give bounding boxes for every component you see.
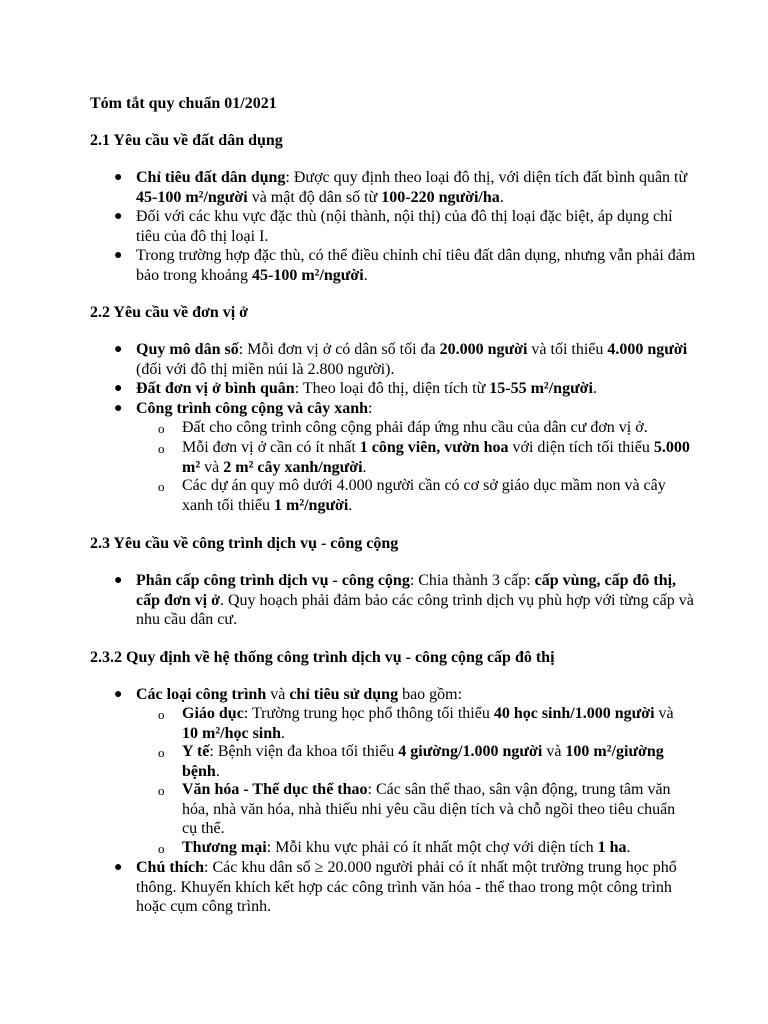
bullet-icon: ● [114,687,123,702]
list-item: ● Trong trường hợp đặc thù, có thể điều chỉnh chỉ tiêu đất dân dụng, nhưng vẫn phải đảm bảo trong khoảng 45-100 m²/người. [114,247,696,284]
circle-bullet-icon: o [158,841,165,856]
circle-bullet-icon: o [158,783,165,798]
bullet-icon: ● [114,209,123,224]
sub-list-item: o Thương mại: Mỗi khu vực phải có ít nhất một chợ với diện tích 1 ha. [182,838,692,858]
bullet-icon: ● [114,170,123,185]
circle-bullet-icon: o [158,479,165,494]
bullet-icon: ● [114,248,123,263]
circle-bullet-icon: o [158,441,165,456]
list-item: ● Công trình công cộng và cây xanh: [114,400,373,417]
sub-list-item: o Văn hóa - Thể dục thể thao: Các sân thể thao, sân vận động, trung tâm văn hóa, nhà văn hóa, nhà thiếu nhi yêu cầu diện tích và chỗ ngồi theo tiêu chuẩn cụ thể. [158,781,676,837]
sub-list-item: o Các dự án quy mô dưới 4.000 người cần có cơ sở giáo dục mầm non và cây xanh tối thiểu 1 m²/người. [158,477,666,514]
bullet-icon: ● [114,860,123,875]
list-item: ● Chú thích: Các khu dân số ≥ 20.000 người phải có ít nhất một trường trung học phổ thông. Khuyến khích kết hợp các công trình văn hóa - thể thao trong một công trình hoặc cụm công trình. [114,859,677,915]
circle-bullet-icon: o [158,745,165,760]
list-item: ● Đối với các khu vực đặc thù (nội thành, nội thị) của đô thị loại đặc biệt, áp dụng chỉ tiêu của đô thị loại I. [114,208,673,245]
bullet-icon: ● [114,381,123,396]
circle-bullet-icon: o [158,421,165,436]
bullet-icon: ● [114,342,123,357]
sub-list-item: o Mỗi đơn vị ở cần có ít nhất 1 công viên, vườn hoa với diện tích tối thiểu 5.000 m² và 2 m² cây xanh/người. [158,439,690,476]
section-2-3-2-heading: 2.3.2 Quy định về hệ thống công trình dịch vụ - công cộng cấp đô thị [90,649,555,666]
section-2-2-heading: 2.2 Yêu cầu về đơn vị ở [90,304,249,321]
list-item: ● Phân cấp công trình dịch vụ - công cộng: Chia thành 3 cấp: cấp vùng, cấp đô thị, cấp đơn vị ở. Quy hoạch phải đảm bảo các công trình dịch vụ phù hợp với từng cấp và nhu cầu dân cư. [114,572,694,628]
section-2-1-heading: 2.1 Yêu cầu về đất dân dụng [90,132,283,149]
circle-bullet-icon: o [158,707,165,722]
section-2-3-heading: 2.3 Yêu cầu về công trình dịch vụ - công cộng [90,535,399,552]
sub-list-item: o Y tế: Bệnh viện đa khoa tối thiểu 4 giường/1.000 người và 100 m²/giường bệnh. [158,743,664,780]
sub-list-item: o Đất cho công trình công cộng phải đáp ứng nhu cầu của dân cư đơn vị ở. [182,418,692,438]
bullet-icon: ● [114,401,123,416]
list-item: ● Quy mô dân số: Mỗi đơn vị ở có dân số tối đa 20.000 người và tối thiểu 4.000 người (đối với đô thị miền núi là 2.800 người). [114,341,688,378]
document-title: Tóm tắt quy chuẩn 01/2021 [90,95,277,112]
list-item: ● Chỉ tiêu đất dân dụng: Được quy định theo loại đô thị, với diện tích đất bình quân từ 45-100 m²/người và mật độ dân số từ 100-220 người/ha. [114,169,688,206]
list-item: ● Các loại công trình và chỉ tiêu sử dụng bao gồm: [114,686,463,703]
bullet-icon: ● [114,573,123,588]
sub-list-item: o Giáo dục: Trường trung học phổ thông tối thiểu 40 học sinh/1.000 người và 10 m²/học sinh. [158,705,674,742]
list-item: ● Đất đơn vị ở bình quân: Theo loại đô thị, diện tích từ 15-55 m²/người. [114,380,597,397]
